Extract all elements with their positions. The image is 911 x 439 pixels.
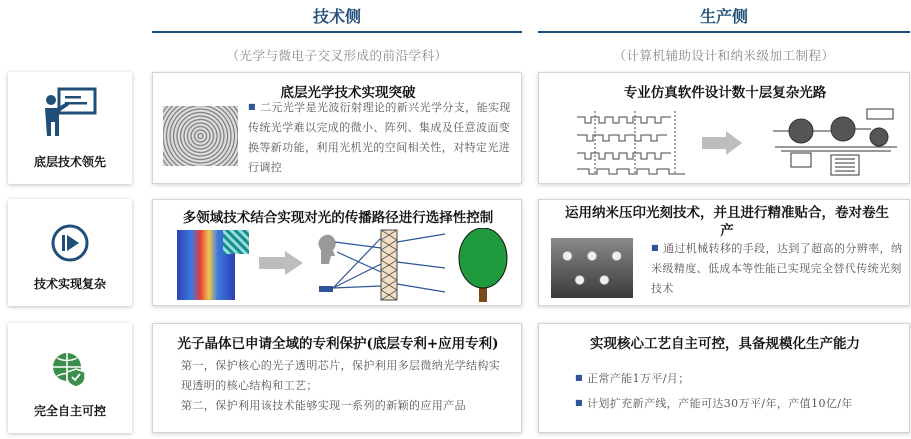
tech-card-2 xyxy=(152,199,522,306)
prod-card-3-title: 实现核心工艺自主可控，具备规模化生产能力 xyxy=(590,336,860,352)
tech-column-underline xyxy=(152,31,522,33)
bullet-marker: ■ xyxy=(248,102,256,111)
bullet-marker: ■ xyxy=(651,243,659,252)
roll-to-roll-machine-schematic xyxy=(771,107,901,179)
play-circle-icon xyxy=(8,223,132,263)
capacity-item-1: ■ 正常产能1万平/月； xyxy=(575,372,690,385)
process-arrow-icon-2 xyxy=(259,250,303,276)
tech-column-subtitle: （光学与微电子交叉形成的前沿学科） xyxy=(226,48,448,63)
tech-card-2-title: 多领域技术结合实现对光的传播路径进行选择性控制 xyxy=(182,210,494,226)
row-label-3: 完全自主可控 xyxy=(33,404,106,418)
presentation-teacher-icon xyxy=(8,86,132,138)
patent-point-2: 第二，保护利用该技术能够实现一系列的新颖的应用产品 xyxy=(181,399,466,412)
prod-card-3-body xyxy=(575,366,905,416)
tech-card-3-body xyxy=(181,356,501,416)
row-label-1: 底层技术领先 xyxy=(33,155,106,169)
prod-card-2 xyxy=(538,199,910,306)
tech-card-3-title: 光子晶体已申请全域的专利保护(底层专利+应用专利) xyxy=(177,336,499,352)
globe-shield-icon xyxy=(8,349,132,389)
patent-point-1: 第一，保护核心的光子透明芯片，保护利用多层微纳光学结构实现透明的核心结构和工艺； xyxy=(181,359,501,392)
selective-light-path-diagram xyxy=(313,228,518,304)
row-label-2: 技术实现复杂 xyxy=(33,277,106,291)
prod-card-3 xyxy=(538,323,910,433)
prod-card-1-title: 专业仿真软件设计数十层复杂光路 xyxy=(623,85,827,101)
row-label-card-2 xyxy=(8,199,132,306)
prod-card-1 xyxy=(538,72,910,184)
prod-column-title: 生产侧 xyxy=(699,7,748,26)
tech-column-title: 技术侧 xyxy=(312,7,361,26)
tech-card-1 xyxy=(152,72,522,184)
capacity-item-2: ■ 计划扩充新产线，产能可达30万平/年，产值10亿/年 xyxy=(575,397,853,410)
prod-column-underline xyxy=(538,31,910,33)
tech-card-1-title: 底层光学技术实现突破 xyxy=(280,85,416,101)
diffraction-pattern-image xyxy=(163,106,238,166)
row-label-card-1 xyxy=(8,72,132,184)
row-label-card-3 xyxy=(8,323,132,433)
lattice-cube-image xyxy=(223,230,249,254)
prod-card-2-title: 运用纳米压印光刻技术，并且进行精准贴合，卷对卷生产 xyxy=(565,205,889,239)
tech-card-1-body: ■ 二元光学是光波衍射理论的新兴光学分支，能实现传统光学难以完成的微小、阵列、集成及任意波面变换等新功能，利用光机光的空间相关性，对特定光进行调控 xyxy=(248,101,511,174)
tech-card-3 xyxy=(152,323,522,433)
nanoimprint-sem-image xyxy=(551,238,633,298)
optical-path-schematic xyxy=(575,109,695,177)
prod-card-2-body: ■ 通过机械转移的手段，达到了超高的分辨率，纳米级精度、低成本等性能已实现完全替代传统光刻技术 xyxy=(651,242,903,295)
bullet-marker: ■ xyxy=(575,398,583,407)
bullet-marker: ■ xyxy=(575,373,583,382)
prod-column-subtitle: （计算机辅助设计和纳米级加工制程） xyxy=(613,48,835,63)
process-arrow-icon xyxy=(702,129,742,157)
